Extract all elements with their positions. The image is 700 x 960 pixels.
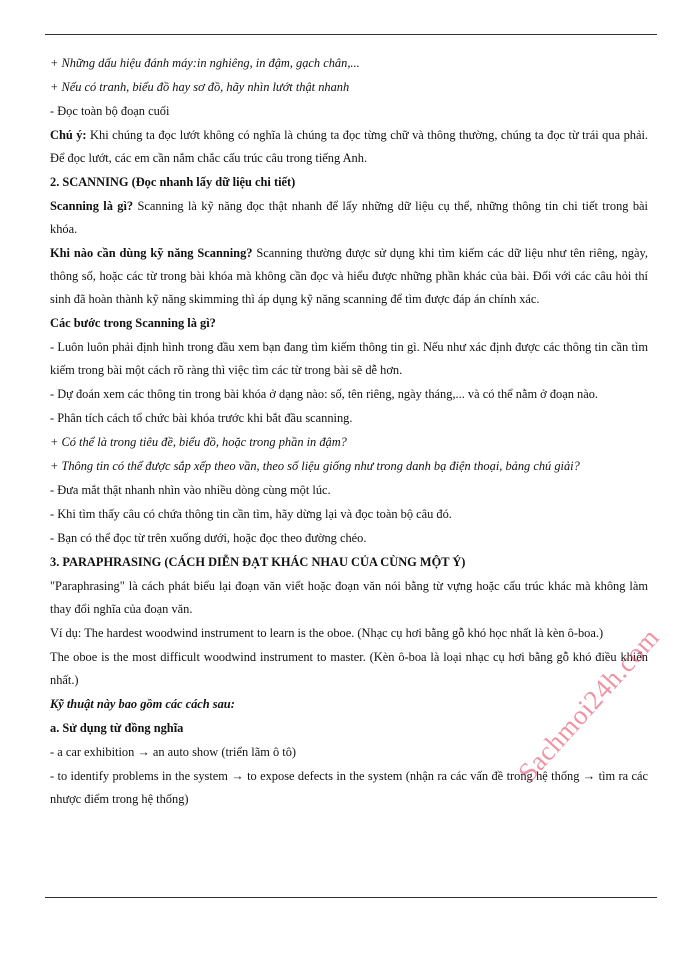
scanning-substep: + Có thể là trong tiêu đề, biểu đồ, hoặc trong phần in đậm?	[50, 435, 347, 449]
example-sentence: The oboe is the most difficult woodwind instrument to master. (Kèn ô-boa là loại nhạc cụ hơi bằng gỗ khó điều khiển nhất.)	[50, 650, 648, 687]
scanning-step: - Phân tích cách tổ chức bài khóa trước khi bắt đầu scanning.	[50, 411, 353, 425]
scanning-definition	[50, 195, 648, 241]
techniques-heading: Kỹ thuật này bao gồm các cách sau:	[50, 697, 235, 711]
scanning-definition-label: Scanning là gì?	[50, 199, 134, 213]
scanning-step: - Đưa mắt thật nhanh nhìn vào nhiều dòng cùng một lúc.	[50, 483, 331, 497]
synonym-example: - to identify problems in the system → to expose defects in the system (nhận ra các vấn đề trong hệ thống → tìm ra các nhược điểm trong hệ thống)	[50, 769, 648, 806]
note-label: Chú ý:	[50, 128, 87, 142]
scanning-when-text: Scanning thường được sử dụng khi tìm kiếm các dữ liệu như tên riêng, ngày, thông số, hoặc các từ trong bài khóa mà không cần đọc và hiểu được những phần khác của bài. Đối với các câu hỏi thí sinh đã hoàn thành kỹ năng skimming thì áp dụng kỹ năng scanning để tìm được đáp án chính xác.	[50, 246, 648, 306]
section-heading-scanning: 2. SCANNING (Đọc nhanh lấy dữ liệu chi tiết)	[50, 175, 296, 189]
bullet-images-charts: + Nếu có tranh, biểu đồ hay sơ đồ, hãy nhìn lướt thật nhanh	[50, 80, 350, 94]
header-rule	[45, 34, 657, 35]
example-sentence: Ví dụ: The hardest woodwind instrument to learn is the oboe. (Nhạc cụ hơi bằng gỗ khó học nhất là kèn ô-boa.)	[50, 626, 604, 640]
scanning-step: - Khi tìm thấy câu có chứa thông tin cần tìm, hãy dừng lại và đọc toàn bộ câu đó.	[50, 507, 452, 521]
synonym-example: - a car exhibition → an auto show (triển lãm ô tô)	[50, 745, 297, 759]
page-body	[50, 52, 648, 812]
scanning-definition-text: Scanning là kỹ năng đọc thật nhanh để lấy những dữ liệu cụ thể, những thông tin chi tiết trong bài khóa.	[50, 199, 648, 236]
section-heading-paraphrasing: 3. PARAPHRASING (CÁCH DIỄN ĐẠT KHÁC NHAU CỦA CÙNG MỘT Ý)	[50, 555, 466, 569]
scanning-step: - Dự đoán xem các thông tin trong bài khóa ở dạng nào: số, tên riêng, ngày tháng,... và có thể nằm ở đoạn nào.	[50, 387, 599, 401]
note-text: Khi chúng ta đọc lướt không có nghĩa là chúng ta đọc từng chữ và thông thường, chúng ta đọc từ trái qua phải. Để đọc lướt, các em cần nắm chắc cấu trúc câu trong tiếng Anh.	[50, 128, 649, 165]
scanning-when-label: Khi nào cần dùng kỹ năng Scanning?	[50, 246, 253, 260]
scanning-steps-heading: Các bước trong Scanning là gì?	[50, 316, 216, 330]
scanning-substep: + Thông tin có thể được sắp xếp theo vần, theo số liệu giống như trong danh bạ điện thoại, bảng chú giải?	[50, 459, 580, 473]
paraphrasing-definition: "Paraphrasing" là cách phát biểu lại đoạn văn viết hoặc đoạn văn nói bằng từ vựng hoặc cấu trúc khác mà không làm thay đổi nghĩa của đoạn văn.	[50, 579, 648, 616]
bullet-read-last-paragraph: - Đọc toàn bộ đoạn cuối	[50, 104, 170, 118]
footer-rule	[45, 897, 657, 898]
scanning-when	[50, 242, 648, 311]
scanning-step: - Bạn có thể đọc từ trên xuống dưới, hoặc đọc theo đường chéo.	[50, 531, 367, 545]
scanning-step: - Luôn luôn phải định hình trong đầu xem bạn đang tìm kiếm thông tin gì. Nếu như xác định được các thông tin cần tìm kiếm trong bài một cách rõ ràng thì việc tìm các từ trong bài sẽ dễ hơn.	[50, 340, 648, 377]
watermark: Sachmoi24h.com	[512, 622, 665, 788]
note-paragraph	[50, 124, 648, 170]
bullet-typographic-cues: + Những dấu hiệu đánh máy:in nghiêng, in đậm, gạch chân,...	[50, 56, 360, 70]
synonyms-heading: a. Sử dụng từ đồng nghĩa	[50, 721, 184, 735]
